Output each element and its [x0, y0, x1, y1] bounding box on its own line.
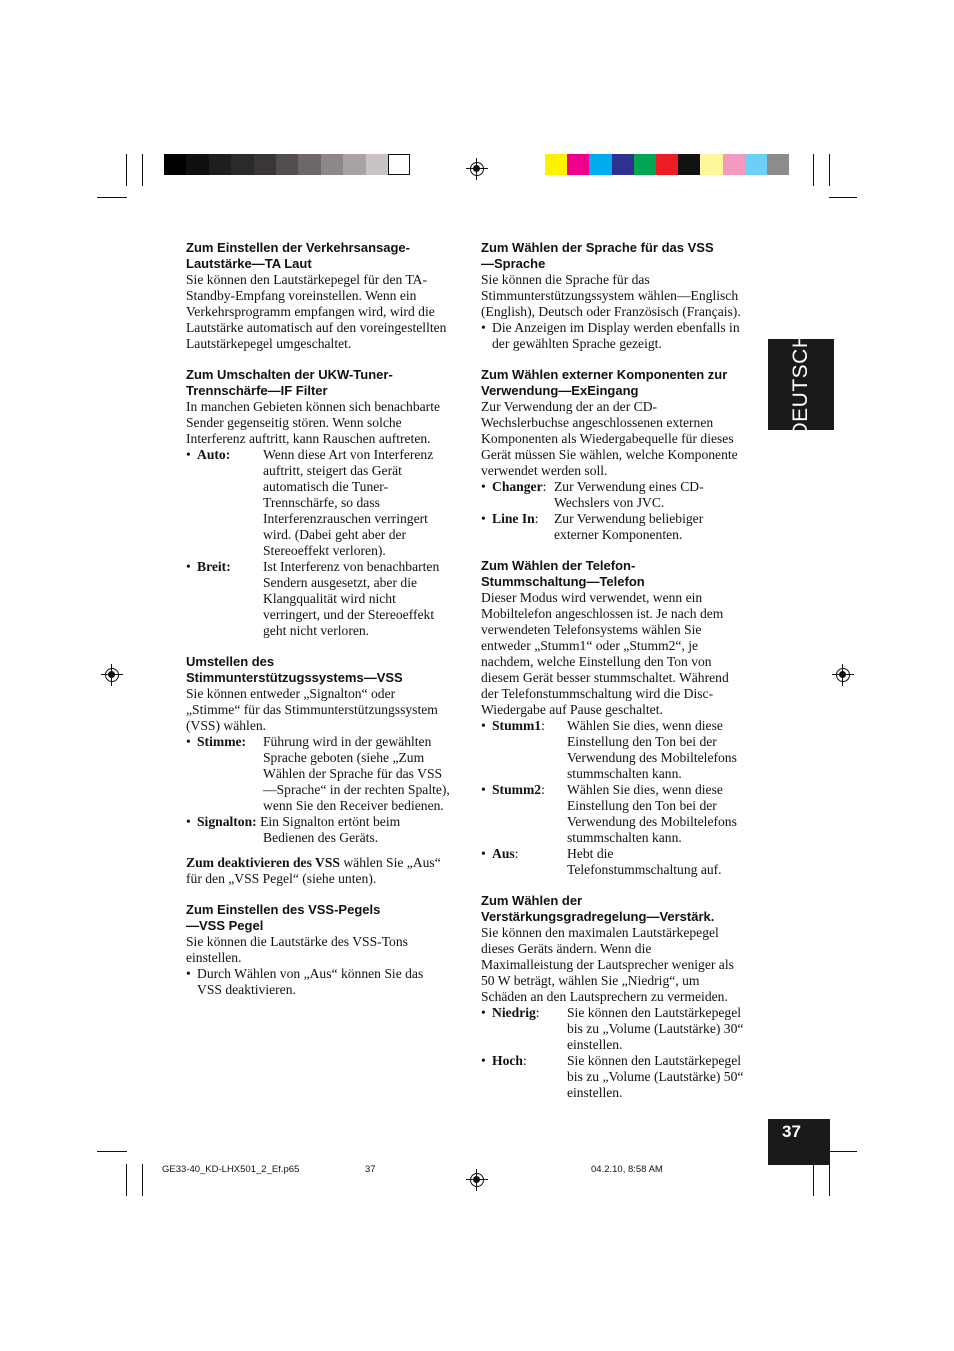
- color-swatch: [298, 154, 320, 175]
- text-line: verwendet werden soll.: [481, 463, 608, 478]
- paragraph: [186, 686, 471, 734]
- option-breit: • Breit: Ist Interferenz von benachbarten Sendern ausgesetzt, aber die Klangqualität wird nicht verringert, und der Stereoeffekt geht nicht verloren.: [186, 559, 471, 639]
- language-tab: [768, 331, 834, 438]
- section-heading: Umstellen des Stimmunterstützugssystems—VSS: [186, 654, 403, 685]
- text-line: entweder „Stumm1“ oder „Stumm2“, je: [481, 638, 699, 653]
- option-stumm2: • Stumm2: Wählen Sie dies, wenn diese Einstellung den Ton bei der Verwendung des Mobiltelefons stummschalten kann.: [481, 782, 763, 846]
- color-swatch: [366, 154, 388, 175]
- section-vss-pegel: [186, 902, 471, 998]
- option-aus: • Aus: Hebt die Telefonstummschaltung auf.: [481, 846, 763, 878]
- text-line: stummschalten kann.: [567, 830, 682, 845]
- section-if-filter: [186, 367, 471, 639]
- text-line: Wechslers von JVC.: [554, 495, 665, 510]
- text-line: auftritt, steigert das Gerät: [263, 463, 402, 478]
- text-line: Lautstärke automatisch auf den voreingestellten: [186, 320, 447, 335]
- text-line: (VSS) wählen.: [186, 718, 267, 733]
- paragraph: [481, 590, 763, 718]
- page-number-box: [768, 1119, 830, 1165]
- color-swatch: [678, 154, 700, 175]
- color-swatch: [388, 154, 410, 175]
- text-line: —Sprache“ in der rechten Spalte),: [263, 782, 450, 797]
- color-swatch: [545, 154, 567, 175]
- color-swatch: [700, 154, 722, 175]
- text-line: Wenn diese Art von Interferenz: [263, 447, 434, 462]
- color-swatch: [656, 154, 678, 175]
- option-niedrig: • Niedrig: Sie können den Lautstärkepegel bis zu „Volume (Lautstärke) 30“ einstellen.: [481, 1005, 763, 1053]
- text-line: wird. (Dabei geht aber der: [263, 527, 407, 542]
- text-line: Einstellung den Ton bei der: [567, 798, 717, 813]
- right-column: [481, 240, 763, 1101]
- color-swatch: [186, 154, 208, 175]
- text-line: Sender gegenseitig stören. Wenn solche: [186, 415, 402, 430]
- text-line: dieses Geräts ändern. Wenn die: [481, 941, 652, 956]
- text-line: Sprache geboten (siehe „Zum: [263, 750, 425, 765]
- text-line: Führung wird in der gewählten: [263, 734, 432, 749]
- registration-mark-icon: [101, 664, 123, 686]
- text-line: Verwendung des Mobiltelefons: [567, 750, 737, 765]
- text-line: externer Komponenten.: [554, 527, 683, 542]
- text-line: Wechslerbuchse angeschlossenen externen: [481, 415, 714, 430]
- text-line: automatisch die Tuner-: [263, 479, 389, 494]
- text-line: diesem Gerät besser stummschaltet. Während: [481, 670, 729, 685]
- text-line: Gerät müssen Sie wählen, welche Komponente: [481, 447, 738, 462]
- registration-mark-icon: [832, 664, 854, 686]
- section-heading: Zum Wählen der Verstärkungsgradregelung—Verstärk.: [481, 893, 715, 924]
- text-line: Mobiltelefon angeschlossen ist. Je nach dem: [481, 606, 724, 621]
- text-line: der Telefonstummschaltung wird die Disc-: [481, 686, 714, 701]
- option-stumm1: • Stumm1: Wählen Sie dies, wenn diese Einstellung den Ton bei der Verwendung des Mobiltelefons stummschalten kann.: [481, 718, 763, 782]
- text-line: Sie können den Lautstärkepegel: [567, 1053, 742, 1068]
- text-line: Sendern ausgesetzt, aber die: [263, 575, 417, 590]
- page-number: 37: [782, 1122, 801, 1141]
- text-line: Interferenzrauschen verringert: [263, 511, 428, 526]
- paragraph: [481, 399, 763, 479]
- color-swatch: [276, 154, 298, 175]
- section-heading: Zum Wählen der Sprache für das VSS —Sprache: [481, 240, 714, 271]
- text-line: einstellen.: [567, 1037, 623, 1052]
- registration-mark-icon: [466, 1169, 488, 1191]
- text-line: Sie können die Sprache für das: [481, 272, 650, 287]
- text-line: Wählen der Sprache für das VSS: [263, 766, 443, 781]
- text-line: Zur Verwendung beliebiger: [554, 511, 704, 526]
- text-line: Stimmunterstützungssystem wählen—Englisch: [481, 288, 739, 303]
- paragraph: [186, 272, 471, 352]
- text-line: geht nicht verloren.: [263, 623, 370, 638]
- text-line: Stereoeffekt verloren).: [263, 543, 386, 558]
- section-exeingang: [481, 367, 763, 543]
- text-line: Zur Verwendung der an der CD-: [481, 399, 658, 414]
- section-ta-laut: [186, 240, 471, 352]
- color-swatch: [254, 154, 276, 175]
- color-swatch: [745, 154, 767, 175]
- text-line: Wählen Sie dies, wenn diese: [567, 718, 723, 733]
- text-line: Ist Interferenz von benachbarten: [263, 559, 440, 574]
- text-line: Dieser Modus wird verwendet, wenn ein: [481, 590, 703, 605]
- deactivate-note: Zum deaktivieren des VSS wählen Sie „Aus“ für den „VSS Pegel“ (siehe unten).: [186, 855, 441, 886]
- text-line: Lautstärkepegel umgeschaltet.: [186, 336, 352, 351]
- text-line: Maximalleistung der Lautsprecher weniger als: [481, 957, 734, 972]
- color-swatch: [767, 154, 789, 175]
- section-heading: Zum Wählen externer Komponenten zur Verwendung—ExEingang: [481, 367, 728, 398]
- option-stimme: • Stimme: Führung wird in der gewählten Sprache geboten (siehe „Zum Wählen der Sprache für das VSS —Sprache“ in der rechten Spalte), wenn Sie den Receiver bedienen.: [186, 734, 471, 814]
- section-sprache: [481, 240, 763, 352]
- text-line: Verkehrsprogramm empfangen wird, wird die: [186, 304, 435, 319]
- section-heading: Zum Einstellen der Verkehrsansage- Lautstärke—TA Laut: [186, 240, 410, 271]
- paragraph: [186, 934, 471, 966]
- bullet-item: • Die Anzeigen im Display werden ebenfalls in der gewählten Sprache gezeigt.: [481, 320, 740, 351]
- text-line: verwendeten Telefonsystems wählen Sie: [481, 622, 702, 637]
- text-line: nachdem, welche Einstellung den Ton von: [481, 654, 712, 669]
- color-swatch: [723, 154, 745, 175]
- paragraph: [186, 399, 471, 447]
- option-auto: • Auto: Wenn diese Art von Interferenz auftritt, steigert das Gerät automatisch die Tuner- Trennschärfe, so dass Interferenzrauschen verringert wird. (Dabei geht aber der Stereoeffekt verloren).: [186, 447, 471, 559]
- color-swatch: [164, 154, 186, 175]
- text-line: Wiedergabe auf Pause geschaltet.: [481, 702, 663, 717]
- text-line: (English), Deutsch oder Französisch (Français).: [481, 304, 741, 319]
- text-line: bis zu „Volume (Lautstärke) 30“: [567, 1021, 744, 1036]
- text-line: bis zu „Volume (Lautstärke) 50“: [567, 1069, 744, 1084]
- text-line: 50 W beträgt, wählen Sie „Niedrig“, um: [481, 973, 700, 988]
- text-line: Einstellung den Ton bei der: [567, 734, 717, 749]
- paragraph: [481, 272, 763, 320]
- section-telefon: [481, 558, 763, 878]
- text-line: Schäden an den Lautsprechern zu vermeiden.: [481, 989, 728, 1004]
- option-line-in: • Line In: Zur Verwendung beliebiger externer Komponenten.: [481, 511, 763, 543]
- text-line: Trennschärfe, so dass: [263, 495, 380, 510]
- text-line: Wählen Sie dies, wenn diese: [567, 782, 723, 797]
- color-swatch: [589, 154, 611, 175]
- text-line: Telefonstummschaltung auf.: [567, 862, 722, 877]
- text-line: Hebt die: [567, 846, 614, 861]
- option-signalton: • Signalton: Ein Signalton ertönt beim Bedienen des Geräts.: [186, 814, 401, 845]
- text-line: Sie können entweder „Signalton“ oder: [186, 686, 396, 701]
- section-heading: Zum Wählen der Telefon- Stummschaltung—Telefon: [481, 558, 645, 589]
- registration-mark-icon: [466, 158, 488, 180]
- footer-file: GE33-40_KD-LHX501_2_Ef.p65: [162, 1164, 300, 1175]
- color-swatch: [231, 154, 253, 175]
- text-line: Interferenz auftritt, kann Rauschen auftreten.: [186, 431, 431, 446]
- paragraph: [481, 925, 763, 1005]
- option-changer: • Changer: Zur Verwendung eines CD- Wechslers von JVC.: [481, 479, 763, 511]
- language-tab-label: DEUTSCH: [789, 331, 812, 438]
- section-heading: Zum Umschalten der UKW-Tuner- Trennschärfe—IF Filter: [186, 367, 393, 398]
- footer-timestamp: 04.2.10, 8:58 AM: [591, 1164, 663, 1175]
- text-line: verringert, und der Stereoeffekt: [263, 607, 435, 622]
- bullet-item: • Durch Wählen von „Aus“ können Sie das VSS deaktivieren.: [186, 966, 424, 997]
- color-swatch: [321, 154, 343, 175]
- text-line: Verwendung des Mobiltelefons: [567, 814, 737, 829]
- color-swatch: [612, 154, 634, 175]
- text-line: einstellen.: [567, 1085, 623, 1100]
- option-hoch: • Hoch: Sie können den Lautstärkepegel bis zu „Volume (Lautstärke) 50“ einstellen.: [481, 1053, 763, 1101]
- left-column: [186, 240, 471, 998]
- text-line: wenn Sie den Receiver bedienen.: [263, 798, 444, 813]
- text-line: Sie können die Lautstärke des VSS-Tons: [186, 934, 408, 949]
- text-line: Sie können den Lautstärkepegel: [567, 1005, 742, 1020]
- text-line: Sie können den Lautstärkepegel für den TA-: [186, 272, 428, 287]
- text-line: Klangqualität wird nicht: [263, 591, 396, 606]
- section-vss: [186, 654, 471, 887]
- text-line: In manchen Gebieten können sich benachbarte: [186, 399, 441, 414]
- text-line: Zur Verwendung eines CD-: [554, 479, 704, 494]
- text-line: stummschalten kann.: [567, 766, 682, 781]
- section-heading: Zum Einstellen des VSS-Pegels —VSS Pegel: [186, 902, 381, 933]
- color-swatch: [209, 154, 231, 175]
- color-swatch: [634, 154, 656, 175]
- text-line: einstellen.: [186, 950, 242, 965]
- footer-page: 37: [365, 1164, 376, 1175]
- text-line: Standby-Empfang voreinstellen. Wenn ein: [186, 288, 417, 303]
- color-swatch: [343, 154, 365, 175]
- color-swatch: [567, 154, 589, 175]
- text-line: Sie können den maximalen Lautstärkepegel: [481, 925, 719, 940]
- text-line: „Stimme“ für das Stimmunterstützungssystem: [186, 702, 438, 717]
- section-verstaerk: [481, 893, 763, 1101]
- text-line: Komponenten als Wiedergabequelle für dieses: [481, 431, 734, 446]
